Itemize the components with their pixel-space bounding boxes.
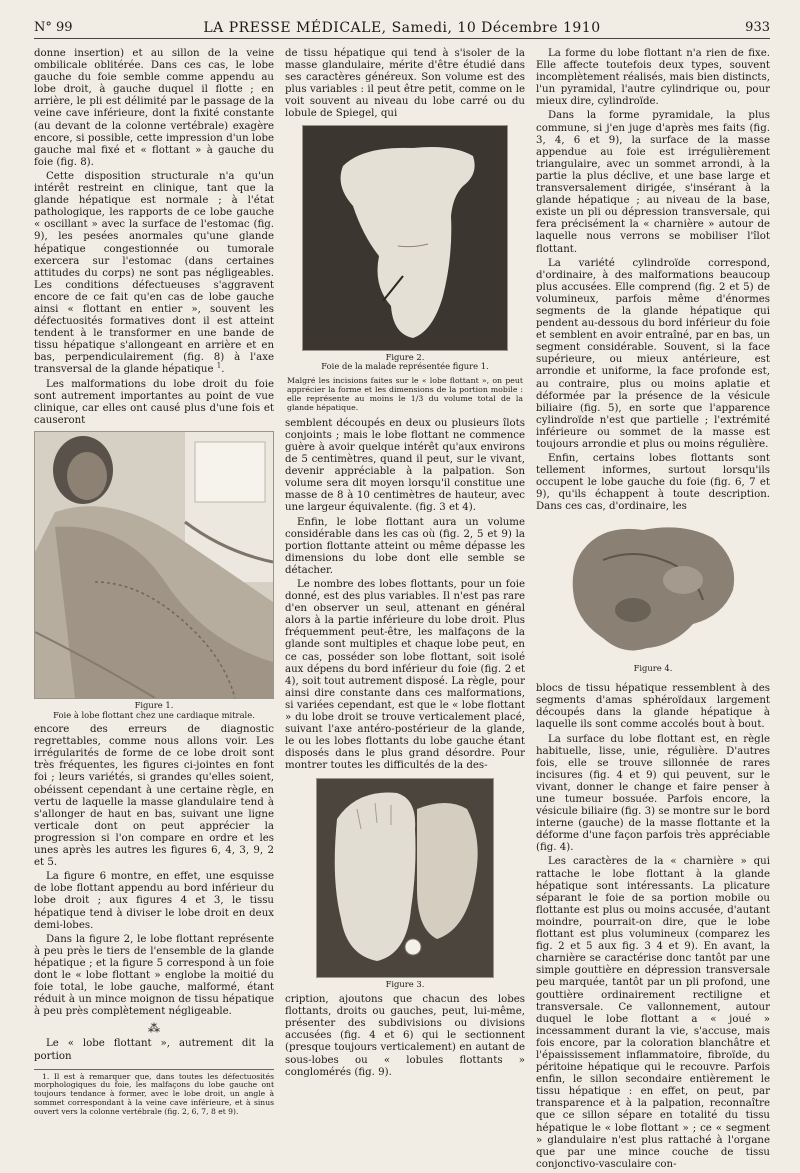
figure-4-photo: [563, 520, 743, 662]
paragraph-text: Cette disposition structurale n'a qu'un intérêt restreint en clinique, tant que la glande hépatique est normale ; à l'état pathologique, les rapports de ce lobe gauche « oscillant » avec la surface de l'estomac (fig. 9), les pesées anormales qu'une glande hépatique congestionnée ou tumorale exercera sur l'estomac (dans certaines attitudes du corps) ne sont pas négligeables. Les conditions défectueuses s'aggravent encore de ce fait qu'en cas de lobe gauche ainsi « flottant en entier », souvent les défectuosités formatives dont il est atteint tendent à le transformer en une bande de tissu hépatique s'allongeant en arrière et en bas, perpendiculairement (fig. 8) à l'axe transversal de la glande hépatique: [34, 170, 274, 376]
liver-specimen-illustration: [303, 126, 507, 350]
paragraph: cription, ajoutons que chacun des lobes flottants, droits ou gauches, peut, lui-même, présenter des subdivisions ou divisions accusées (fig. 4 et 6) qui le sectionnent (presque toujours verticalement) en autant de sous-lobes ou « lobules flottants » conglomérés (fig. 9).: [285, 994, 525, 1078]
paragraph: Enfin, certains lobes flottants sont tellement informes, surtout lorsqu'ils occupent le lobe gauche du foie (fig. 6, 7 et 9), qu'ils échappent à toute description. Dans ces cas, d'ordinaire, les: [536, 453, 770, 513]
section-separator: ⁂: [148, 1021, 160, 1036]
paragraph: La variété cylindroïde correspond, d'ordinaire, à des malformations beaucoup plus accusées. Elle comprend (fig. 2 et 5) de volumineux, parfois même d'énormes segments de la glande hépatique qui pendent au-dessous du bord inférieur du foie et semblent en avoir entraîné, par en bas, un segment considérable. Souvent, si la face supérieure, ou mieux antérieure, est arrondie et uniforme, la face profonde est, au contraire, plus ou moins aplatie et déformée par la présence de la vésicule biliaire (fig. 5), en sorte que l'apparence cylindroïde n'est que partielle ; l'extrémité inférieure ou sommet de la masse est toujours arrondie et plus ou moins régulière.: [536, 257, 770, 450]
paragraph: La surface du lobe flottant est, en règle habituelle, lisse, unie, régulière. D'autres fois, elle se trouve sillonnée de rares incisures (fig. 4 et 9) qui peuvent, sur le vivant, donner le change et faire penser à une tumeur bossuée. Parfois encore, la vésicule biliaire (fig. 3) se montre sur le bord interne (gauche) de la masse flottante et la déforme d'une façon parfois très appréciable (fig. 4).: [536, 733, 770, 854]
paragraph: Les caractères de la « charnière » qui rattache le lobe flottant à la glande hépatique sont intéressants. La plicature séparant le foie de sa portion mobile ou flottante est plus ou moins accusée, d'autant moindre, pourrait-on dire, que le lobe flottant est plus volumineux (comparez les fig. 2 et 5 aux fig. 3 4 et 9). En avant, la charnière se caractérise donc tantôt par une simple gouttière en dépression transversale peu marquée, tantôt par un pli profond, une gouttière ordinairement rectiligne et transversale. Ce vallonnement, autour duquel le lobe flottant a « joué » incessamment durant la vie, s'accuse, mais fois encore, par la coloration blanchâtre et l'épaississement inflammatoire, fibroïde, du péritoine hépatique qui le recouvre. Parfois enfin, le sillon secondaire entièrement le tissu hépatique : en effet, on peut, par transparence et à la palpation, reconnaître que ce sillon sépare en totalité du tissu hépatique le « lobe flottant » ; ce « segment » glandulaire n'est plus rattaché à l'organe que par une mince couche de tissu conjonctivo-vasculaire con-: [536, 856, 770, 1170]
paragraph: [34, 171, 274, 377]
liver-specimen-illustration: [563, 520, 743, 662]
column-2: [285, 48, 525, 1081]
paragraph: encore des erreurs de diagnostic regrettables, comme nous allons voir. Les irrégularités de forme de ce lobe droit sont très fréquentes, les figures ci-jointes en font foi ; leurs variétés, si grandes qu'elles soient, obéissent cependant à une certaine règle, en vertu de laquelle la masse glandulaire tend à s'allonger de haut en bas, suivant une ligne verticale dont on peut apprécier la progression si l'on compare en ordre et les unes après les autres les figures 6, 4, 3, 9, 2 et 5.: [34, 724, 274, 869]
figure-2-caption: [285, 353, 525, 372]
paragraph: La figure 6 montre, en effet, une esquisse de lobe flottant appendu au bord inférieur du lobe droit ; aux figures 4 et 3, le tissu hépatique tend à diviser le lobe droit en deux demi-lobes.: [34, 871, 274, 931]
figure-2-description: Foie de la malade représentée figure 1.: [321, 361, 489, 372]
figure-3-caption: Figure 3.: [385, 979, 425, 990]
figure-1-label: Figure 1.: [134, 699, 174, 710]
footnote-marker: 1: [216, 362, 222, 371]
journal-title: LA PRESSE MÉDICALE, Samedi, 10 Décembre 1910: [203, 20, 601, 36]
footnote-text: 1. Il est à remarquer que, dans toutes les défectuosités morphologiques du foie, les malfaçons du lobe gauche ont toujours tendance à former, avec le lobe droit, un angle à sommet correspondant à la veine cave inférieure, et à sinus ouvert vers la colonne vertébrale (fig. 2, 6, 7, 8 et 9).: [34, 1071, 274, 1116]
figure-2-note: Malgré les incisions faites sur le « lobe flottant », on peut apprécier la forme et les dimensions de la portion mobile : elle représente au moins le 1/3 du volume total de la glande hépatique.: [287, 375, 523, 412]
figure-3-photo: [316, 778, 494, 978]
paragraph: Enfin, le lobe flottant aura un volume considérable dans les cas où (fig. 2, 5 et 9) la portion flottante atteint ou même dépasse les dimensions du lobe dont elle semble se détacher.: [285, 516, 525, 576]
paragraph-end: .: [221, 364, 225, 376]
footnote: [34, 1069, 274, 1117]
paragraph: Dans la figure 2, le lobe flottant représente à peu près le tiers de l'ensemble de la glande hépatique ; et la figure 5 correspond à un foie dont le « lobe flottant » englobe la moitié du foie total, le lobe gauche, malformé, étant réduit à un mince moignon de tissu hépatique à peu près complètement négligeable.: [34, 933, 274, 1018]
paragraph: Les malformations du lobe droit du foie sont autrement importantes au point de vue clinique, car elles ont causé plus d'une fois et causeront: [34, 378, 274, 426]
paragraph: La forme du lobe flottant n'a rien de fixe. Elle affecte toutefois deux types, souvent incomplètement réalisés, mais bien distincts, l'un pyramidal, l'autre cylindrique ou, pour mieux dire, cylindroïde.: [536, 48, 770, 108]
figure-2-label: Figure 2.: [385, 351, 425, 362]
paragraph: de tissu hépatique qui tend à s'isoler de la masse glandulaire, mérite d'être étudié dans ses caractères généreux. Son volume est des plus variables : il peut être petit, comme on le voit souvent au niveau du lobe carré ou du lobule de Spiegel, qui: [285, 48, 525, 120]
paragraph: Le nombre des lobes flottants, pour un foie donné, est des plus variables. Il n'est pas rare d'en observer un seul, attenant en général alors à la partie inférieure du lobe droit. Plus fréquemment peut-être, les malfaçons de la glande sont multiples et chaque lobe peut, en ce cas, posséder son lobe flottant, soit isolé aux dépens du bord inférieur du foie (fig. 2 et 4), soit tout autrement disposé. La règle, pour ainsi dire constante dans ces malformations, si variées cependant, est que le « lobe flottant » du lobe droit se trouve verticalement placé, suivant l'axe antéro-postérieur de la glande, le ou les lobes flottants du lobe gauche étant disposés dans le plus grand désordre. Pour montrer toutes les difficultés de la des-: [285, 578, 525, 772]
figure-4-caption: Figure 4.: [633, 662, 673, 673]
figure-1-caption: [34, 701, 274, 720]
paragraph: blocs de tissu hépatique ressemblent à des segments d'amas sphéroïdaux largement découpés dans la glande hépatique à laquelle ils sont comme accolés bout à bout.: [536, 683, 770, 731]
paragraph: Le « lobe flottant », autrement dit la portion: [34, 1038, 274, 1062]
paragraph: Dans la forme pyramidale, la plus commune, si j'en juge d'après mes faits (fig. 3, 4, 6 et 9), la surface de la masse appendue au foie est irrégulièrement triangulaire, avec un sommet arrondi, à la partie la plus déclive, et une base large et transversalement dirigée, s'insérant à la glande hépatique ; au niveau de la base, existe un pli ou dépression transversale, qui fera précisément la « charnière » autour de laquelle nous verrons se mobiliser l'îlot flottant.: [536, 110, 770, 255]
liver-specimen-illustration: [317, 779, 493, 977]
issue-number: N° 99: [34, 20, 73, 35]
column-1: [34, 48, 274, 1117]
figure-1-photo: [34, 431, 274, 699]
patient-photo-illustration: [35, 432, 273, 698]
running-header: [34, 18, 770, 39]
paragraph: donne insertion) et au sillon de la veine ombilicale oblitérée. Dans ces cas, le lobe gauche du foie semble comme appendu au lobe droit, à gauche duquel il flotte ; en arrière, le pli est délimité par le passage de la veine cave inférieure, dont la fixité constante (au devant de la colonne vertébrale) exagère encore, si possible, cette impression d'un lobe gauche mal fixé et « flottant » à gauche du foie (fig. 8).: [34, 48, 274, 168]
column-3: [536, 48, 770, 1173]
page-number: 933: [745, 20, 770, 35]
figure-1-description: Foie à lobe flottant chez une cardiaque mitrale.: [53, 709, 255, 720]
figure-2-photo: [302, 125, 508, 351]
paragraph: semblent découpés en deux ou plusieurs îlots conjoints ; mais le lobe flottant ne commence guère à avoir quelque intérêt qu'aux environs de 5 centimètres, quand il peut, sur le vivant, devenir appréciable à la palpation. Son volume sera dit moyen lorsqu'il constitue une masse de 8 à 10 centimètres de hauteur, avec une largeur équivalente. (fig. 3 et 4).: [285, 417, 525, 514]
